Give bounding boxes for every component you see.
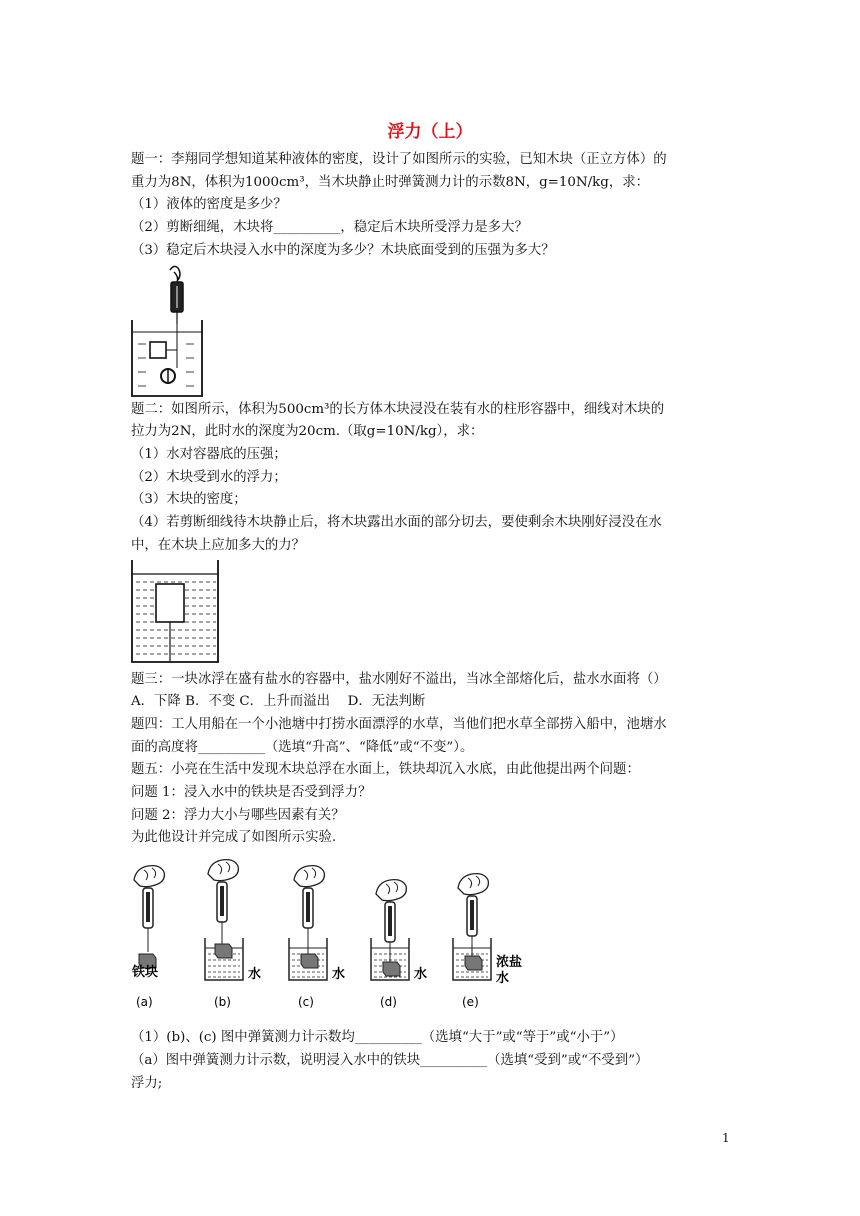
caption-e: (e) xyxy=(462,995,479,1009)
q5-experiment-figure xyxy=(128,856,528,1022)
q5-line1: 题五：小亮在生活中发现木块总浮在水面上，铁块却沉入水底，由此他提出两个问题： xyxy=(131,762,640,777)
label-brine-1: 浓盐 xyxy=(496,955,523,970)
q3-line2: A．下降 B．不变 C．上升而溢出 D．无法判断 xyxy=(131,694,426,709)
q2-line1: 题二：如图所示，体积为500cm³的长方体木块浸没在装有水的柱形容器中，细线对木块的 xyxy=(131,402,665,417)
label-water-d: 水 xyxy=(414,967,428,982)
q5-line4: 为此他设计并完成了如图所示实验. xyxy=(131,830,337,845)
q5-line6: （a）图中弹簧测力计示数，说明浸入水中的铁块__________（选填“受到”或“不受到”） xyxy=(131,1053,649,1068)
q5-line7: 浮力; xyxy=(131,1076,163,1091)
caption-b: (b) xyxy=(214,995,231,1009)
q2-line2: 拉力为2N，此时水的深度为20cm.（取g=10N/kg），求： xyxy=(131,424,484,439)
label-iron-block: 铁块 xyxy=(132,965,159,980)
wood-block xyxy=(156,584,184,622)
q2-line6: （4）若剪断细线待木块静止后，将木块露出水面的部分切去，要使剩余木块刚好浸没在水 xyxy=(131,515,662,530)
label-water-c: 水 xyxy=(332,967,346,982)
setup-e xyxy=(453,874,491,980)
q2-line7: 中，在木块上应加多大的力？ xyxy=(131,538,306,553)
q5-line5: （1）(b)、(c) 图中弹簧测力计示数均__________（选填“大于”或“等于”或“小于”） xyxy=(131,1030,624,1045)
q2-line4: （2）木块受到水的浮力； xyxy=(131,470,287,485)
q2-figure xyxy=(128,558,222,666)
q1-line4: （2）剪断细绳，木块将__________，稳定后木块所受浮力是多大？ xyxy=(131,220,528,235)
caption-d: (d) xyxy=(380,995,397,1009)
q2-line5: （3）木块的密度； xyxy=(131,492,247,507)
label-water-b: 水 xyxy=(248,967,262,982)
q2-line3: （1）水对容器底的压强； xyxy=(131,447,287,462)
q1-line5: （3）稳定后木块浸入水中的深度为多少？木块底面受到的压强为多大？ xyxy=(131,243,555,258)
q1-figure xyxy=(128,262,208,398)
page-number: 1 xyxy=(722,1131,730,1145)
caption-c: (c) xyxy=(298,995,314,1009)
setup-a xyxy=(134,866,164,968)
q1-line2: 重力为8N，体积为1000cm³，当木块静止时弹簧测力计的示数8N，g=10N/kg，求： xyxy=(131,175,650,190)
q3-line1: 题三：一块冰浮在盛有盐水的容器中，盐水刚好不溢出，当冰全部熔化后，盐水水面将（） xyxy=(131,672,667,687)
caption-a: (a) xyxy=(136,995,153,1009)
q1-line1: 题一：李翔同学想知道某种液体的密度，设计了如图所示的实验，已知木块（正立方体）的 xyxy=(131,152,667,167)
q4-line2: 面的高度将__________（选填“升高”、“降低”或“不变”）。 xyxy=(131,740,474,755)
q5-line2: 问题 1：浸入水中的铁块是否受到浮力？ xyxy=(131,785,372,800)
q4-line1: 题四：工人用船在一个小池塘中打捞水面漂浮的水草，当他们把水草全部捞入船中，池塘水 xyxy=(131,717,667,732)
setup-c xyxy=(289,866,327,980)
setup-b xyxy=(205,860,243,980)
page-title: 浮力（上） xyxy=(387,122,473,142)
wood-block xyxy=(150,342,166,358)
q1-line3: （1）液体的密度是多少？ xyxy=(131,197,287,212)
setup-d xyxy=(371,880,409,980)
label-brine-2: 水 xyxy=(496,971,510,986)
q5-line3: 问题 2：浮力大小与哪些因素有关？ xyxy=(131,808,345,823)
